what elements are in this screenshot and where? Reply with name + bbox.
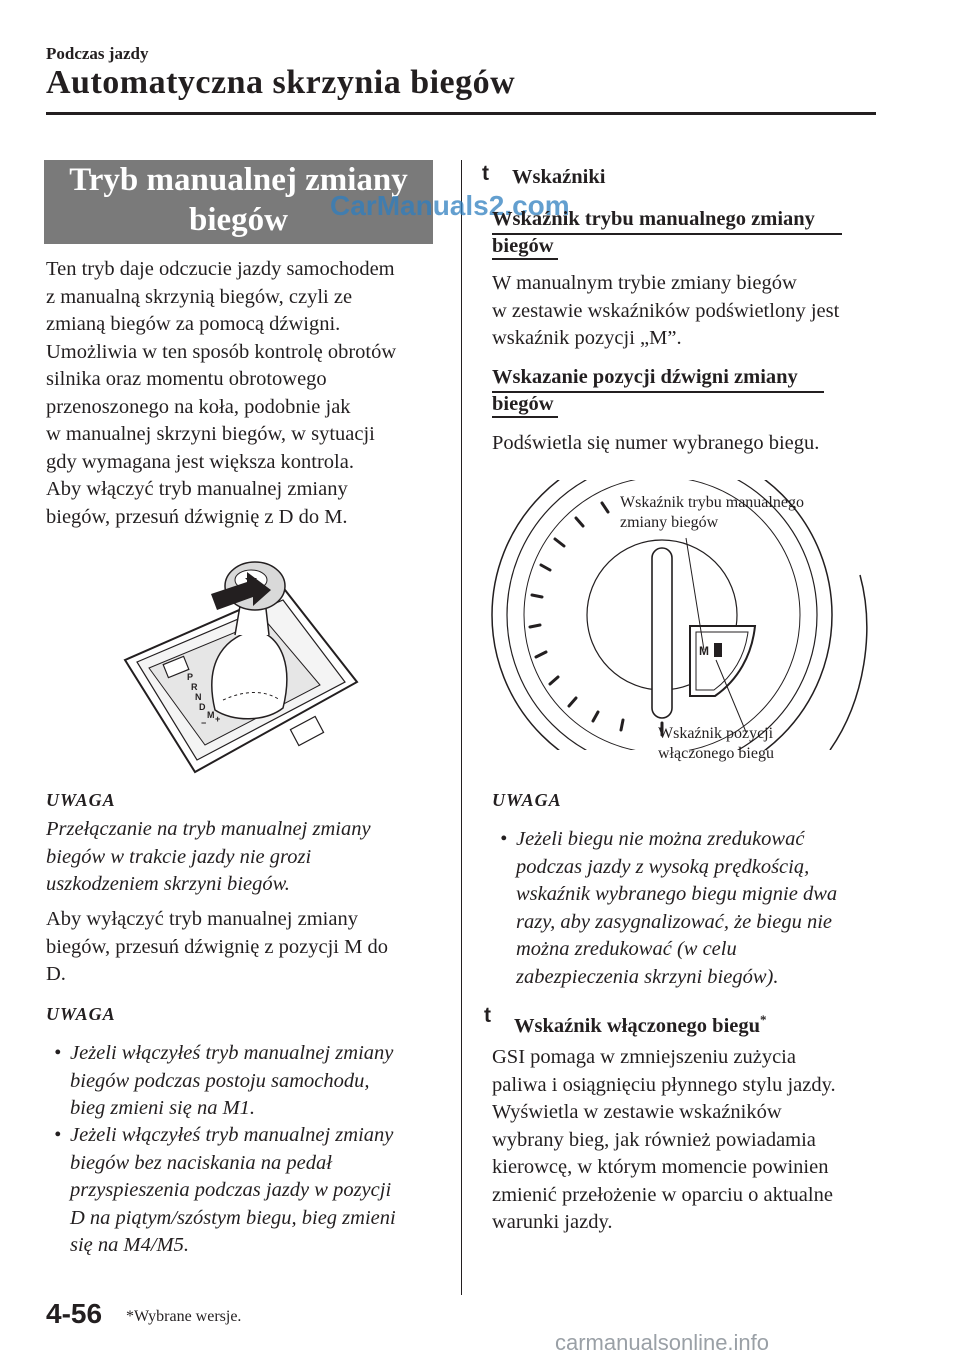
heading-line: Wskazanie pozycji dźwigni zmiany (492, 366, 798, 388)
text-line: Podświetla się numer wybranego biegu. (492, 432, 820, 454)
text-line: biegów, przesuń dźwignię z D do M. (46, 505, 348, 528)
shifter-letter: − (201, 718, 207, 728)
callout-label: zmiany biegów (620, 514, 719, 531)
text-line: warunki jazdy. (492, 1211, 613, 1233)
note-bullet (54, 1122, 454, 1262)
heading-underline (492, 258, 558, 260)
text-line: Umożliwia w ten sposób kontrolę obrotów (46, 340, 397, 363)
text-line: w zestawie wskaźników podświetlony jest (492, 299, 840, 322)
text-line: D na piątym/szóstym biegu, bieg zmieni (70, 1206, 396, 1229)
text-line: gdy wymagana jest większa kontrola. (46, 450, 354, 473)
shifter-letter: + (215, 714, 221, 724)
heading-underline (492, 233, 842, 235)
column-divider (461, 160, 462, 1295)
note-bullet (54, 1040, 454, 1125)
text-line: kierowcę, w którym momencie powinien (492, 1156, 829, 1178)
text-line: w manualnej skrzyni biegów, w sytuacji (46, 423, 375, 445)
intro-paragraph (46, 256, 446, 531)
note-paragraph (46, 816, 446, 899)
shifter-letter: N (195, 692, 202, 702)
text-line: z manualną skrzynią biegów, czyli ze (46, 285, 353, 308)
callout-label: Wskaźnik trybu manualnego (620, 494, 804, 511)
shifter-letter: R (191, 682, 198, 692)
text-line: razy, aby zasygnalizować, że biegu nie (516, 910, 833, 933)
note-bullet (500, 826, 900, 996)
bullet-icon: • (500, 828, 508, 850)
footnote: *Wybrane wersje. (126, 1308, 242, 1325)
text-line: paliwa i osiągnięciu płynnego stylu jazdy. (492, 1073, 836, 1096)
note-heading: UWAGA (46, 790, 116, 810)
text-line: Przełączanie na tryb manualnej zmiany (46, 818, 371, 840)
title-divider (46, 112, 876, 115)
text-line: Jeżeli włączyłeś tryb manualnej zmiany (70, 1042, 394, 1064)
text-line: biegów podczas postoju samochodu, (70, 1069, 370, 1092)
exit-paragraph (46, 906, 446, 989)
heading-underline (492, 416, 558, 418)
text-line: biegów bez naciskania na pedał (70, 1151, 332, 1174)
heading-line: biegów (492, 393, 554, 415)
text-line: GSI pomaga w zmniejszeniu zużycia (492, 1046, 796, 1068)
text-line: Jeżeli biegu nie można zredukować (516, 828, 805, 850)
gear-shifter-illustration (115, 550, 365, 780)
text-line: silnika oraz momentu obrotowego (46, 368, 327, 390)
text-line: Aby wyłączyć tryb manualnej zmiany (46, 908, 358, 930)
text-line: W manualnym trybie zmiany biegów (492, 272, 797, 294)
subsection-heading: Wskaźniki (512, 166, 606, 188)
text-line: Wyświetla w zestawie wskaźników (492, 1101, 782, 1123)
text-line: można zredukować (w celu (516, 938, 737, 960)
shifter-letter: P (187, 672, 194, 682)
text-line: się na M4/M5. (70, 1234, 189, 1256)
text-line: Jeżeli włączyłeś tryb manualnej zmiany (70, 1124, 394, 1146)
section-heading-line1: Tryb manualnej zmiany (69, 162, 408, 198)
callout-label: Wskaźnik pozycji (658, 725, 774, 742)
text-line: Ten tryb daje odczucie jazdy samochodem (46, 258, 395, 280)
note-heading: UWAGA (46, 1004, 116, 1024)
section-label: Podczas jazdy (46, 44, 149, 63)
text-line: biegów, przesuń dźwignię z pozycji M do (46, 935, 388, 958)
text-line: zmienić przełożenie w oparciu o aktualne (492, 1183, 833, 1206)
text-line: wskaźnik wybranego biegu mignie dwa (516, 883, 838, 905)
lever-position-paragraph (492, 430, 892, 458)
bullet-icon: • (54, 1042, 62, 1064)
heading-line: Wskaźnik trybu manualnego zmiany (492, 208, 815, 230)
text-line: wybrany bieg, jak również powiadamia (492, 1128, 816, 1151)
gauge-mode-letter: M (699, 644, 709, 658)
text-line: podczas jazdy z wysoką prędkością, (516, 855, 810, 878)
text-line: zmianą biegów za pomocą dźwigni. (46, 313, 341, 335)
footnote-star: * (760, 1012, 767, 1027)
text-line: zabezpieczenia skrzyni biegów). (516, 965, 779, 988)
heading-text: Wskaźnik włączonego biegu (514, 1014, 761, 1037)
text-line: przyspieszenia podczas jazdy w pozycji (70, 1179, 392, 1201)
text-line: biegów w trakcie jazdy nie grozi (46, 845, 312, 868)
text-line: uszkodzeniem skrzyni biegów. (46, 873, 290, 895)
heading-line: biegów (492, 235, 554, 257)
text-line: Aby włączyć tryb manualnej zmiany (46, 478, 348, 500)
heading-underline (492, 391, 824, 393)
shifter-letter: M (207, 710, 215, 720)
callout-label: włączonego biegu (658, 745, 774, 762)
subsection-heading-gsi (514, 1006, 767, 1040)
page-title: Automatyczna skrzynia biegów (46, 64, 516, 101)
page-number: 4-56 (46, 1298, 103, 1329)
watermark-footer: carmanualsonline.info (555, 1330, 770, 1355)
section-marker-icon: t (482, 162, 489, 185)
text-line: przenoszonego na koła, podobnie jak (46, 395, 351, 418)
section-marker-icon: t (484, 1004, 491, 1027)
instrument-cluster-illustration (490, 480, 870, 780)
note-heading: UWAGA (492, 790, 562, 810)
section-heading-line2: biegów (189, 202, 288, 238)
manual-mode-paragraph (492, 270, 892, 353)
gsi-paragraph (492, 1044, 892, 1237)
text-line: bieg zmieni się na M1. (70, 1097, 256, 1119)
text-line: D. (46, 963, 66, 985)
text-line: wskaźnik pozycji „M”. (492, 327, 682, 349)
watermark-logo: CarManuals2.com (330, 190, 570, 221)
bullet-icon: • (54, 1124, 62, 1146)
shifter-letter: D (199, 702, 206, 712)
